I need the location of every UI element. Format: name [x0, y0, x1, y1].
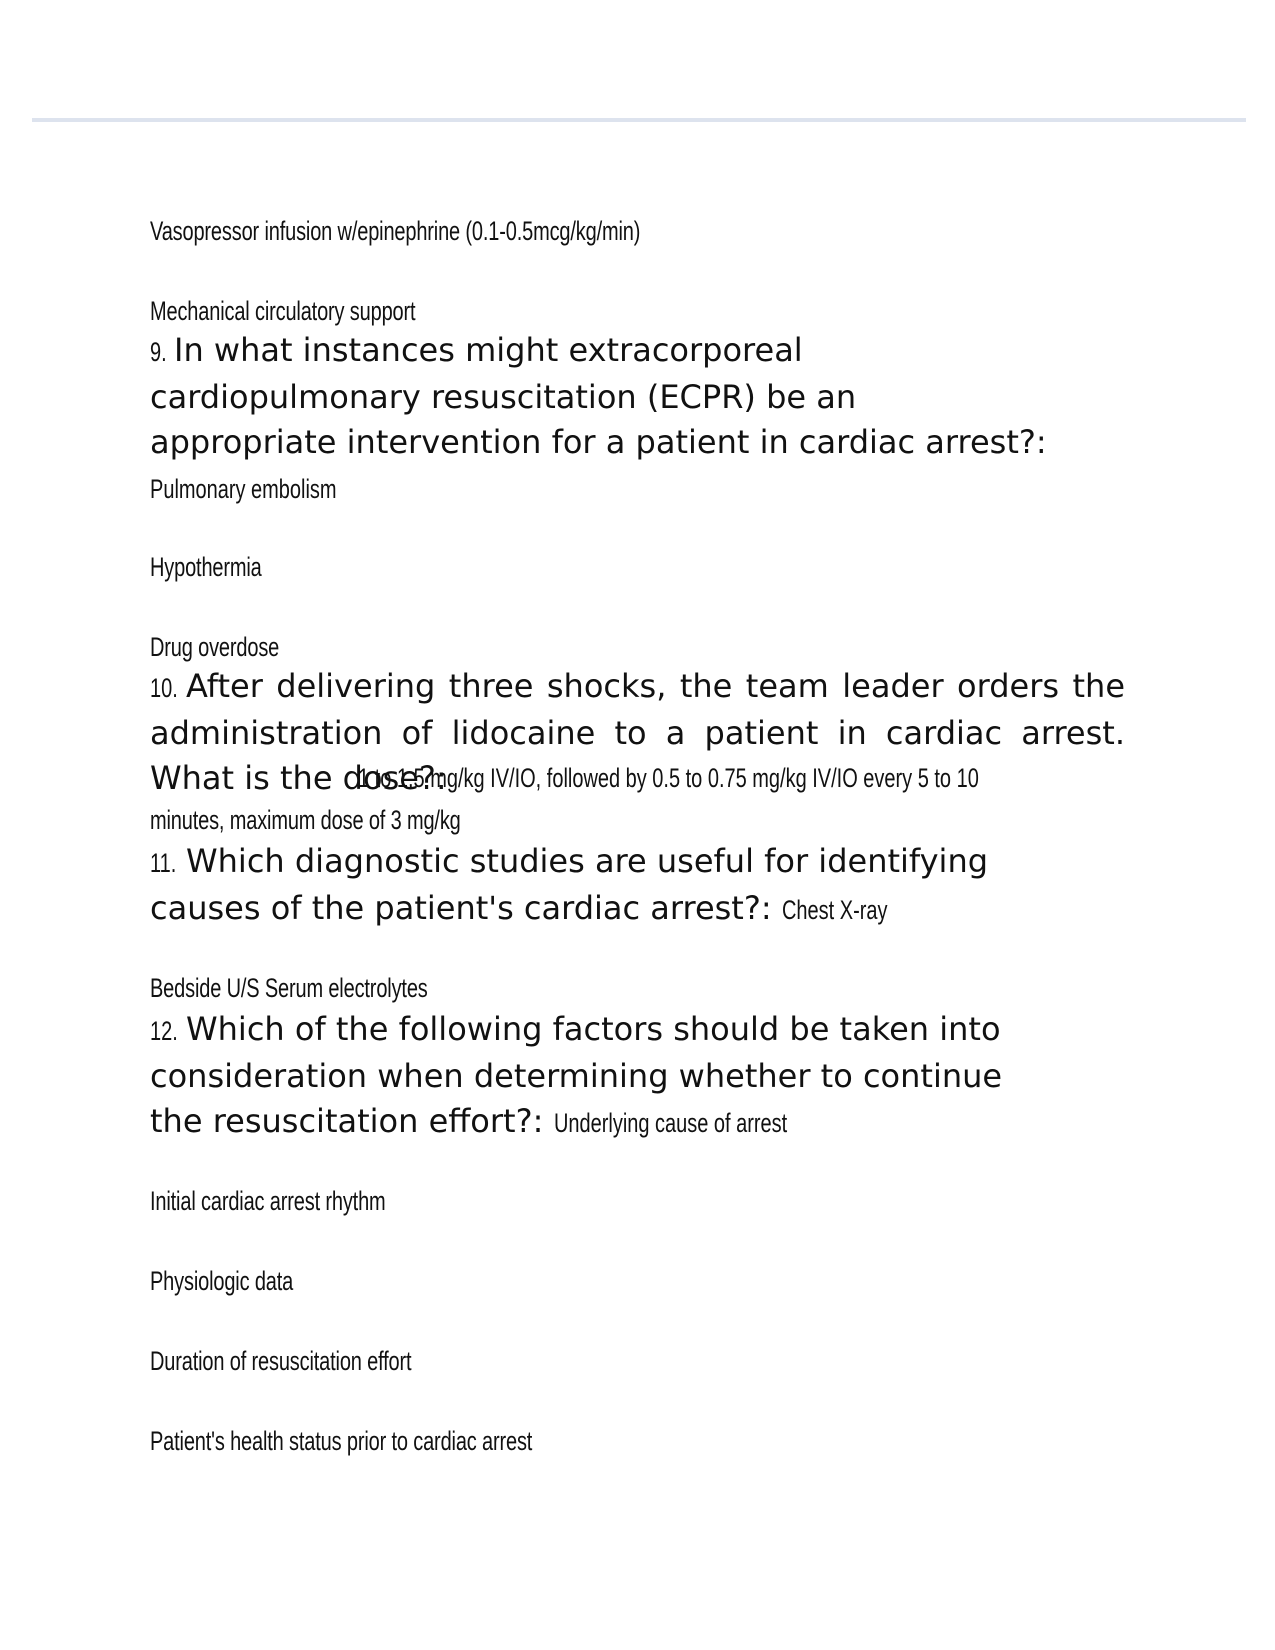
question-9	[150, 328, 1050, 512]
answer-item: Drug overdose	[150, 632, 280, 662]
question-text: Which diagnostic studies are useful for identifying causes of the patient's cardiac arrest?:	[150, 842, 989, 927]
question-11	[150, 839, 1070, 933]
question-number: 11.	[150, 848, 177, 878]
header-divider	[32, 118, 1246, 122]
answer-continuation: minutes, maximum dose of 3 mg/kg	[150, 805, 461, 835]
answer-inline: Pulmonary embolism	[150, 474, 337, 504]
answer-item: Initial cardiac arrest rhythm	[150, 1186, 386, 1216]
answer-item: Patient's health status prior to cardiac arrest	[150, 1426, 533, 1456]
answer-inline: 1 to 1.5 mg/kg IV/IO, followed by 0.5 to 0.75 mg/kg IV/IO every 5 to 10	[358, 763, 979, 793]
question-text: Which of the following factors should be taken into consideration when determining whether to continue the resuscitation effort?:	[150, 1010, 1003, 1140]
answer-item: Physiologic data	[150, 1266, 294, 1296]
question-number: 10.	[150, 673, 178, 703]
answer-item: Hypothermia	[150, 552, 262, 582]
answer-item: Duration of resuscitation effort	[150, 1346, 412, 1376]
question-12	[150, 1007, 1050, 1146]
answer-inline: Chest X-ray	[781, 895, 888, 925]
answer-inline: Underlying cause of arrest	[553, 1108, 787, 1138]
question-number: 12.	[150, 1016, 178, 1046]
document-body	[150, 212, 1125, 1460]
answer-mechanical-support: Mechanical circulatory support	[150, 296, 416, 326]
answer-vasopressor: Vasopressor infusion w/epinephrine (0.1-0.5mcg/kg/min)	[150, 216, 641, 246]
question-number: 9.	[150, 337, 167, 367]
answer-item: Bedside U/S Serum electrolytes	[150, 973, 428, 1003]
question-text: After delivering three shocks, the team leader orders the administration of lidocaine to a patient in cardiac arrest. What is the dose?:	[150, 667, 1125, 797]
question-text: In what instances might extracorporeal cardiopulmonary resuscitation (ECPR) be an appropriate intervention for a patient in cardiac arrest?:	[150, 331, 1047, 461]
